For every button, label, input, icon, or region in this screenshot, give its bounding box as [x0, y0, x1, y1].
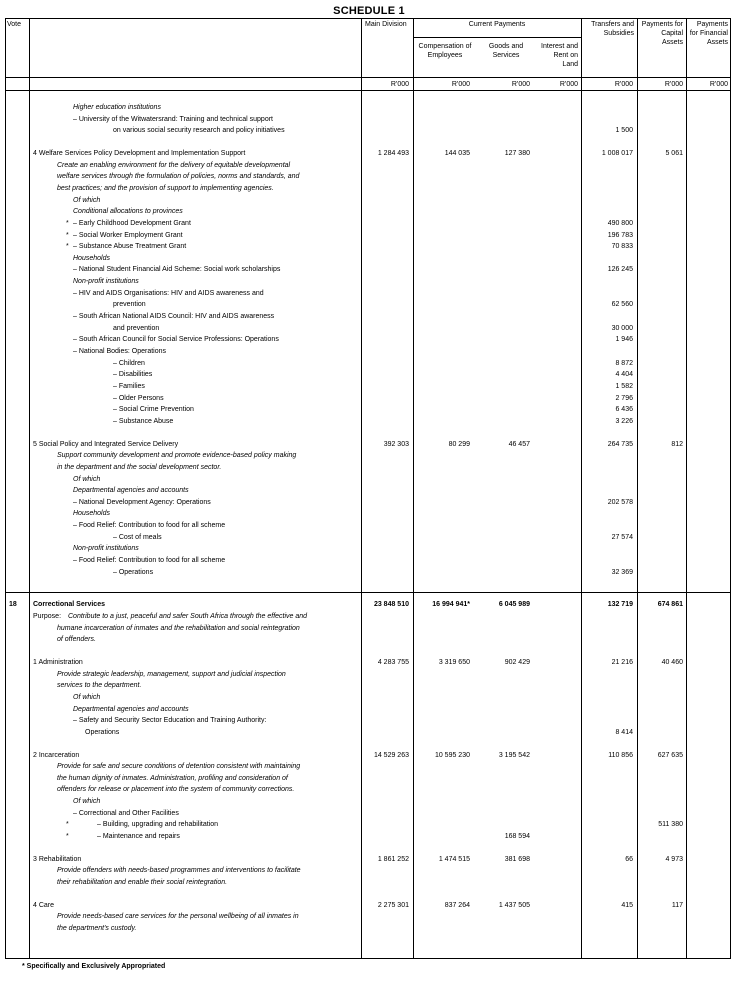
amount-goods: 127 380 — [504, 149, 530, 157]
row-description: – Correctional and Other Facilities — [73, 809, 179, 817]
amount-main: 23 848 510 — [373, 601, 409, 609]
table-row — [0, 253, 738, 264]
table-row — [0, 288, 738, 299]
table-row — [0, 264, 738, 275]
table-row — [0, 773, 738, 784]
unit-financial: R'000 — [709, 81, 728, 88]
table-row — [0, 125, 738, 136]
amount-tr: 2 796 — [615, 394, 633, 402]
row-description: – South African National AIDS Council: HIV and AIDS awareness — [73, 313, 275, 321]
row-description: the department's custody. — [57, 924, 137, 932]
appropriation-marker: * — [66, 231, 69, 239]
row-description: Operations — [85, 728, 120, 736]
row-description: – University of the Witwatersrand: Training and technical support — [73, 115, 273, 123]
row-description: – Social Crime Prevention — [113, 406, 194, 414]
row-description: – Cost of meals — [113, 533, 162, 541]
unit-capital: R'000 — [664, 81, 683, 88]
table-row — [0, 485, 738, 496]
section-rule — [5, 592, 731, 593]
amount-cap: 117 — [671, 901, 683, 909]
amount-tr: 30 000 — [611, 324, 633, 332]
table-row — [0, 819, 738, 830]
table-row — [0, 750, 738, 761]
amount-tr: 1 500 — [615, 127, 633, 135]
table-row — [0, 102, 738, 113]
table-row — [0, 911, 738, 922]
amount-tr: 21 216 — [611, 658, 633, 666]
amount-goods: 902 429 — [504, 658, 530, 666]
header-current-payments: Current Payments — [468, 21, 526, 28]
header-rule — [5, 77, 731, 78]
unit-main: R'000 — [390, 81, 409, 88]
table-row — [0, 704, 738, 715]
table-row — [0, 450, 738, 461]
amount-tr: 264 735 — [607, 440, 633, 448]
header-compensation: Compensation of Employees — [418, 43, 472, 59]
row-description: prevention — [113, 301, 146, 309]
row-description: – Food Relief: Contribution to food for all scheme — [73, 557, 226, 565]
table-row — [0, 230, 738, 241]
table-row — [0, 761, 738, 772]
row-description: Create an enabling environment for the delivery of equitable developmental — [57, 161, 291, 169]
row-description: Departmental agencies and accounts — [73, 487, 189, 495]
amount-comp: 144 035 — [444, 149, 470, 157]
vote-number: 18 — [9, 601, 17, 609]
amount-goods: 381 698 — [504, 855, 530, 863]
row-description: – Operations — [113, 568, 154, 576]
schedule-title: SCHEDULE 1 — [333, 5, 405, 17]
table-row — [0, 831, 738, 842]
amount-comp: 16 994 941* — [432, 601, 470, 609]
amount-goods: 6 045 989 — [498, 601, 530, 609]
row-description: – Substance Abuse Treatment Grant — [73, 243, 187, 251]
table-row — [0, 195, 738, 206]
amount-goods: 168 594 — [504, 833, 530, 841]
table-row — [0, 114, 738, 125]
table-row — [0, 796, 738, 807]
amount-tr: 415 — [621, 901, 633, 909]
table-row — [0, 276, 738, 287]
amount-cap: 4 973 — [665, 855, 683, 863]
table-row — [0, 567, 738, 578]
row-description: Provide offenders with needs-based programmes and interventions to facilitate — [57, 867, 301, 875]
table-row — [0, 416, 738, 427]
amount-tr: 196 783 — [607, 231, 633, 239]
row-description: Of which — [73, 196, 101, 204]
table-row — [0, 474, 738, 485]
row-description: 2 Incarceration — [33, 751, 80, 759]
amount-comp: 80 299 — [448, 440, 470, 448]
row-description: offenders for release or placement into the system of community corrections. — [57, 786, 295, 794]
table-row — [0, 508, 738, 519]
amount-main: 14 529 263 — [373, 751, 409, 759]
unit-comp: R'000 — [451, 81, 470, 88]
amount-tr: 1 582 — [615, 382, 633, 390]
row-description: Conditional allocations to provinces — [73, 208, 183, 216]
amount-goods: 1 437 505 — [498, 901, 530, 909]
table-row — [0, 404, 738, 415]
row-description: Of which — [73, 475, 101, 483]
header-capital: Payments for Capital Assets — [641, 21, 683, 46]
table-row — [0, 311, 738, 322]
header-interest: Interest and Rent on Land — [541, 43, 578, 68]
row-description: Contribute to a just, peaceful and safer South Africa through the effective and — [68, 613, 308, 620]
table-row — [0, 323, 738, 334]
table-row — [0, 334, 738, 345]
row-description: – HIV and AIDS Organisations: HIV and AIDS awareness and — [73, 289, 264, 297]
row-description: – Children — [113, 359, 145, 367]
row-description: – Disabilities — [113, 371, 153, 379]
row-description: Provide needs-based care services for the personal wellbeing of all inmates in — [57, 913, 299, 921]
header-goods: Goods and Services — [488, 43, 524, 59]
table-row — [0, 865, 738, 876]
table-row — [0, 784, 738, 795]
amount-tr: 70 833 — [611, 243, 633, 251]
table-row — [0, 634, 738, 645]
row-description: services to the department. — [57, 682, 142, 690]
table-row — [0, 183, 738, 194]
unit-interest: R'000 — [559, 81, 578, 88]
row-description: Non-profit institutions — [73, 545, 139, 553]
table-row — [0, 171, 738, 182]
table-row — [0, 160, 738, 171]
amount-tr: 27 574 — [611, 533, 633, 541]
appropriation-marker: * — [66, 821, 69, 829]
table-row — [0, 808, 738, 819]
table-row — [0, 555, 738, 566]
table-row — [0, 599, 738, 610]
table-row — [0, 877, 738, 888]
header-main-division: Main Division — [365, 21, 407, 28]
table-row — [0, 611, 738, 622]
amount-tr: 32 369 — [611, 568, 633, 576]
row-description: – National Development Agency: Operations — [73, 498, 211, 506]
header-rule — [413, 37, 581, 38]
amount-tr: 132 719 — [607, 601, 633, 609]
row-description: 1 Administration — [33, 658, 83, 666]
table-row — [0, 543, 738, 554]
table-row — [0, 532, 738, 543]
row-description: – Families — [113, 382, 145, 390]
amount-tr: 3 226 — [615, 417, 633, 425]
row-description: – National Bodies: Operations — [73, 348, 166, 355]
row-description: 5 Social Policy and Integrated Service Delivery — [33, 440, 179, 448]
row-description: – Substance Abuse — [113, 417, 174, 425]
amount-comp: 837 264 — [444, 901, 470, 909]
amount-comp: 3 319 650 — [438, 658, 470, 666]
row-description: – South African Council for Social Service Professions: Operations — [73, 336, 279, 344]
amount-main: 392 303 — [383, 440, 409, 448]
row-description: Higher education institutions — [73, 104, 161, 111]
row-description: – Safety and Security Sector Education and Training Authority: — [73, 717, 267, 725]
table-row — [0, 692, 738, 703]
row-description: – Early Childhood Development Grant — [73, 219, 191, 227]
table-row — [0, 497, 738, 508]
row-description: – Building, upgrading and rehabilitation — [97, 821, 219, 829]
row-description: of offenders. — [57, 636, 96, 644]
amount-main: 2 275 301 — [377, 901, 409, 909]
table-row — [0, 369, 738, 380]
appropriation-marker: * — [66, 243, 69, 251]
table-row — [0, 148, 738, 159]
amount-tr: 126 245 — [607, 266, 633, 274]
amount-cap: 812 — [671, 440, 683, 448]
row-description: best practices; and the provision of support to implementing agencies. — [57, 184, 274, 192]
table-row — [0, 854, 738, 865]
purpose-label: Purpose: — [33, 613, 62, 620]
row-description: the human dignity of inmates. Administration, profiling and consideration of — [57, 774, 288, 782]
row-description: 4 Welfare Services Policy Development and Implementation Support — [33, 149, 246, 157]
table-row — [0, 923, 738, 934]
row-description: Provide strategic leadership, management, support and judicial inspection — [57, 670, 286, 678]
amount-cap: 511 380 — [658, 821, 683, 829]
footnote: * Specifically and Exclusively Appropriated — [22, 963, 166, 970]
row-description: 4 Care — [33, 901, 55, 909]
table-row — [0, 299, 738, 310]
amount-goods: 46 457 — [508, 440, 530, 448]
row-description: their rehabilitation and enable their social reintegration. — [57, 879, 228, 886]
amount-tr: 8 872 — [615, 359, 633, 367]
row-description: Non-profit institutions — [73, 278, 139, 286]
header-vote: Vote — [7, 21, 22, 28]
table-row — [0, 462, 738, 473]
table-row — [0, 715, 738, 726]
amount-tr: 110 856 — [608, 751, 633, 759]
table-row — [0, 900, 738, 911]
amount-tr: 1 008 017 — [601, 149, 633, 157]
table-row — [0, 439, 738, 450]
row-description: Households — [73, 254, 110, 262]
amount-main: 1 284 493 — [377, 149, 409, 157]
table-row — [0, 520, 738, 531]
amount-tr: 62 560 — [611, 301, 633, 309]
row-description: Of which — [73, 798, 101, 806]
amount-tr: 202 578 — [607, 498, 633, 506]
amount-comp: 1 474 515 — [438, 855, 470, 863]
unit-goods: R'000 — [511, 81, 530, 88]
row-description: – National Student Financial Aid Scheme: Social work scholarships — [73, 266, 281, 274]
table-row — [0, 669, 738, 680]
table-row — [0, 206, 738, 217]
amount-cap: 40 460 — [661, 658, 683, 666]
row-description: 3 Rehabilitation — [33, 855, 82, 863]
amount-comp: 10 595 230 — [434, 751, 470, 759]
row-description: – Food Relief: Contribution to food for all scheme — [73, 522, 226, 530]
row-description: Correctional Services — [33, 601, 105, 609]
amount-tr: 490 800 — [607, 219, 633, 227]
amount-main: 4 283 755 — [377, 658, 409, 666]
amount-cap: 5 061 — [665, 149, 683, 157]
row-description: Support community development and promote evidence-based policy making — [57, 452, 297, 460]
header-financial: Payments for Financial Assets — [689, 21, 728, 46]
amount-tr: 1 946 — [615, 336, 633, 344]
amount-goods: 3 195 542 — [498, 751, 530, 759]
header-transfers: Transfers and Subsidies — [591, 21, 634, 37]
table-row — [0, 346, 738, 357]
amount-tr: 8 414 — [615, 728, 633, 736]
row-description: Provide for safe and secure conditions of detention consistent with maintaining — [57, 763, 301, 771]
table-row — [0, 218, 738, 229]
table-row — [0, 623, 738, 634]
row-description: – Maintenance and repairs — [97, 833, 180, 841]
table-row — [0, 358, 738, 369]
row-description: – Social Worker Employment Grant — [73, 231, 183, 239]
amount-tr: 4 404 — [615, 371, 633, 379]
amount-cap: 674 861 — [657, 601, 683, 609]
amount-main: 1 861 252 — [377, 855, 409, 863]
appropriation-marker: * — [66, 833, 69, 841]
table-row — [0, 680, 738, 691]
table-row — [0, 393, 738, 404]
amount-cap: 627 635 — [657, 751, 683, 759]
header-rule — [5, 90, 731, 91]
row-description: humane incarceration of inmates and the rehabilitation and social reintegration — [57, 624, 300, 632]
table-row — [0, 241, 738, 252]
row-description: Of which — [73, 693, 101, 701]
row-description: in the department and the social development sector. — [57, 463, 222, 471]
row-description: welfare services through the formulation of policies, norms and standards, and — [57, 173, 300, 181]
row-description: – Older Persons — [113, 394, 164, 402]
row-description: on various social security research and policy initiatives — [113, 127, 285, 135]
table-row — [0, 657, 738, 668]
row-description: Departmental agencies and accounts — [73, 705, 189, 713]
unit-transfers: R'000 — [614, 81, 633, 88]
table-row — [0, 727, 738, 738]
table-row — [0, 381, 738, 392]
amount-tr: 66 — [625, 855, 633, 863]
amount-tr: 6 436 — [615, 406, 633, 414]
appropriation-marker: * — [66, 219, 69, 227]
row-description: Households — [73, 510, 110, 518]
row-description: and prevention — [113, 324, 160, 332]
